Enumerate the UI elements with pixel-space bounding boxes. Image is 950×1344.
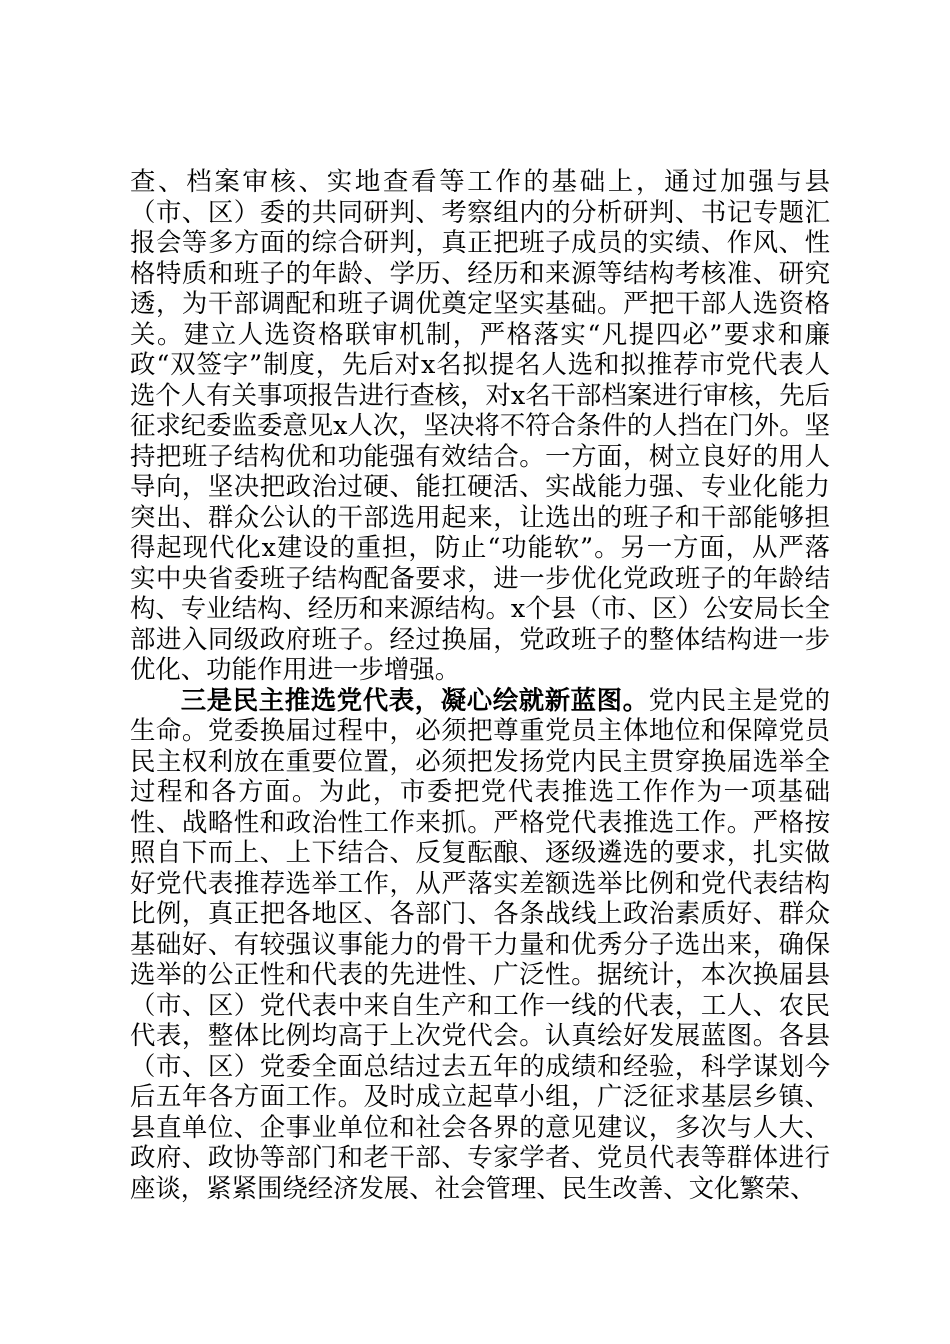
paragraph-2-body: 党内民主是党的生命。党委换届过程中，必须把尊重党员主体地位和保障党员民主权利放在重要位置，必须把发扬党内民主贯穿换届选举全过程和各方面。为此，市委把党代表推选工作作为一项基础性、战略性和政治性工作来抓。严格党代表推选工作。严格按照自下而上、上下结合、反复酝酿、逐级遴选的要求，扎实做好党代表推荐选举工作，从严落实差额选举比例和党代表结构比例，真正把各地区、各部门、各条战线上政治素质好、群众基础好、有较强议事能力的骨干力量和优秀分子选出来，确保选举的公正性和代表的先进性、广泛性。据统计，本次换届县（市、区）党代表中来自生产和工作一线的代表，工人、农民代表，整体比例均高于上次党代会。认真绘好发展蓝图。各县（市、区）党委全面总结过去五年的成绩和经验，科学谋划今后五年各方面工作。及时成立起草小组，广泛征求基层乡镇、县直单位、企事业单位和社会各界的意见建议，多次与人大、政府、政协等部门和老干部、专家学者、党员代表等群体进行座谈，紧紧围绕经济发展、社会管理、民生改善、文化繁荣、: [130, 684, 830, 1203]
paragraph-1: 查、档案审核、实地查看等工作的基础上，通过加强与县（市、区）委的共同研判、考察组内的分析研判、书记专题汇报会等多方面的综合研判，真正把班子成员的实绩、作风、性格特质和班子的年龄、学历、经历和来源等结构考核准、研究透，为干部调配和班子调优奠定坚实基础。严把干部人选资格关。建立人选资格联审机制，严格落实“凡提四必”要求和廉政“双签字”制度，先后对x名拟提名人选和拟推荐市党代表人选个人有关事项报告进行查核，对x名干部档案进行审核，先后征求纪委监委意见x人次，坚决将不符合条件的人挡在门外。坚持把班子结构优和功能强有效结合。一方面，树立良好的用人导向，坚决把政治过硬、能扛硬活、实战能力强、专业化能力突出、群众公认的干部选用起来，让选出的班子和干部能够担得起现代化x建设的重担，防止“功能软”。另一方面，从严落实中央省委班子结构配备要求，进一步优化党政班子的年龄结构、专业结构、经历和来源结构。x个县（市、区）公安局长全部进入同级政府班子。经过换届，党政班子的整体结构进一步优化、功能作用进一步增强。: [130, 166, 830, 684]
document-page: [130, 166, 830, 1203]
paragraph-2-heading: 三是民主推选党代表，凝心绘就新蓝图。: [180, 684, 649, 715]
paragraph-2: [130, 685, 830, 1204]
